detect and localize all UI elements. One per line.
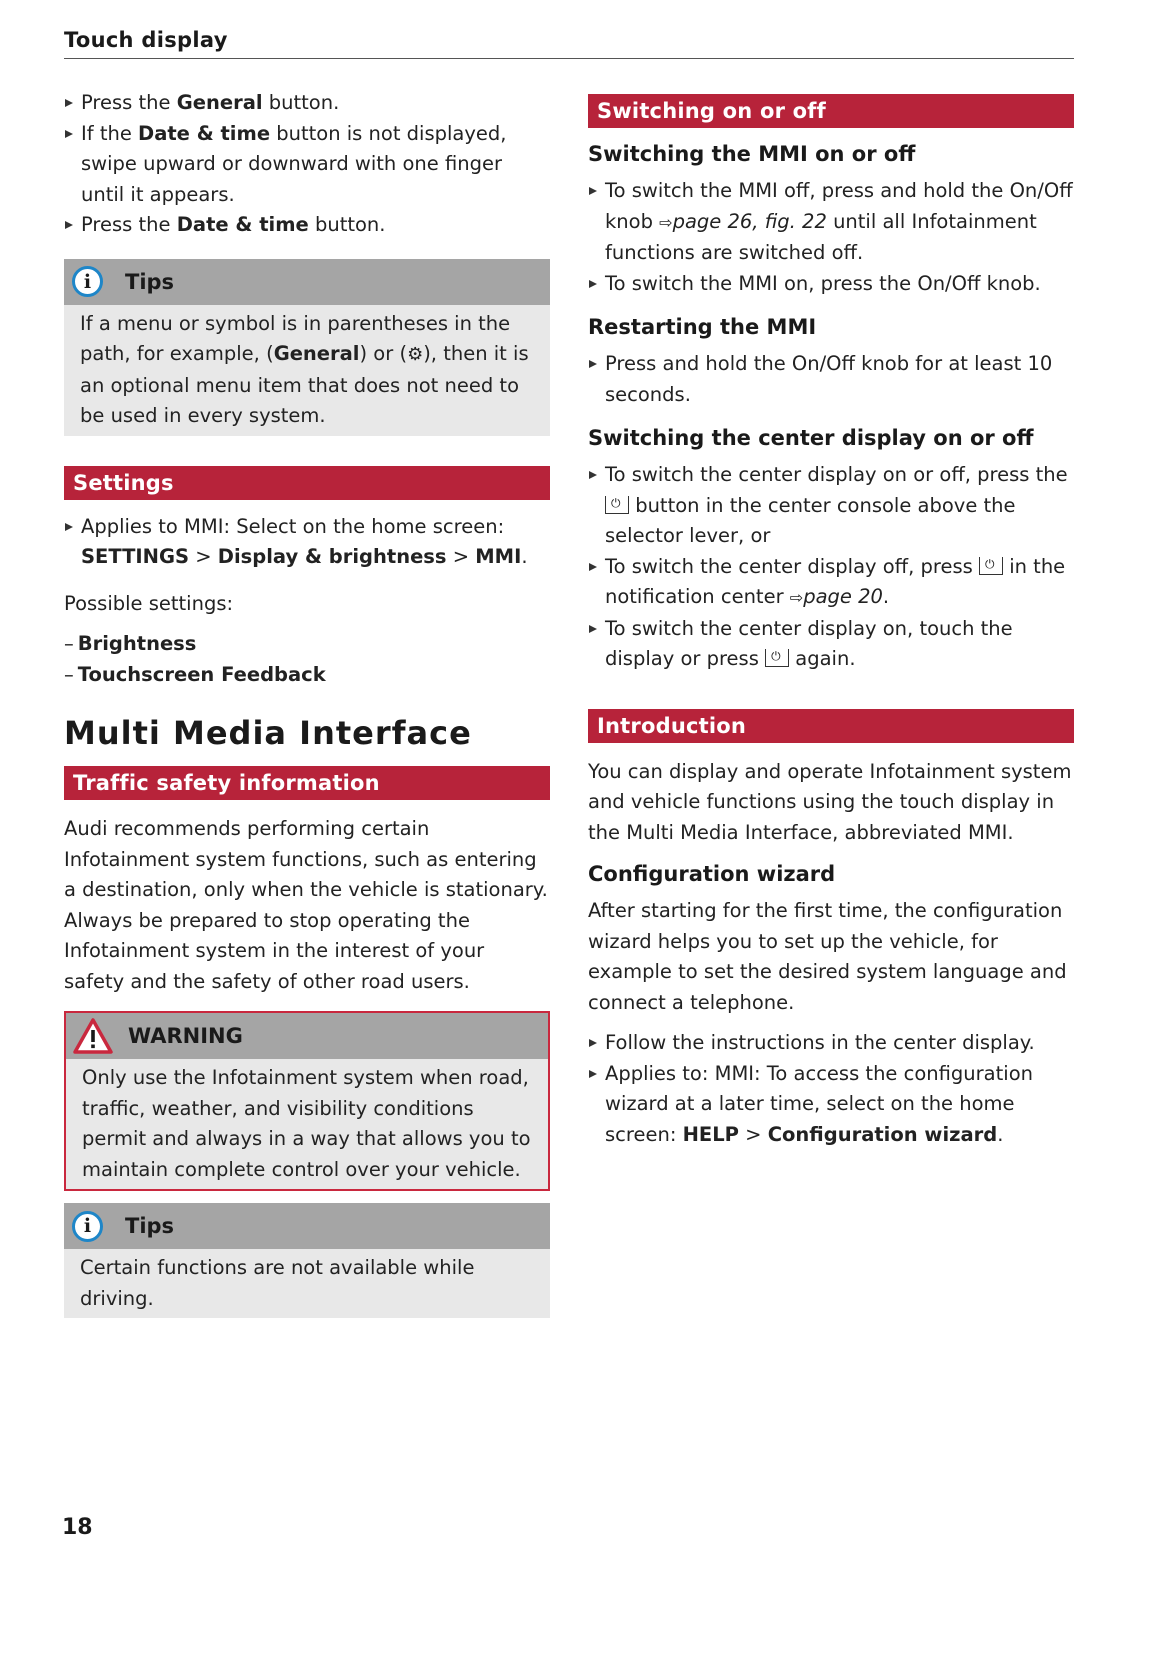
- tips-box: [64, 259, 550, 436]
- settings-list: [64, 629, 550, 690]
- wizard-steps: [588, 1028, 1074, 1150]
- list-item: To switch the center display on, touch the display or press ⏻ again.: [588, 614, 1074, 675]
- info-icon: i: [72, 1211, 103, 1242]
- warning-body: [66, 1059, 548, 1189]
- list-item: – Brightness: [64, 632, 197, 655]
- tips-box: [64, 1203, 550, 1318]
- list-item: Press the General button.: [64, 88, 550, 119]
- tips-text: Certain functions are not available while driving.: [80, 1256, 475, 1310]
- power-button-icon: [765, 649, 789, 667]
- warning-header: [66, 1013, 548, 1059]
- warning-text: Only use the Infotainment system when road, traffic, weather, and visibility conditions permit and always in a way that allows you to maintain complete control over your vehicle.: [82, 1066, 531, 1181]
- list-item: Applies to: MMI: To access the configuration wizard at a later time, select on the home screen: HELP > Configuration wizard.: [588, 1059, 1074, 1151]
- tips-title: Tips: [125, 269, 175, 294]
- page-reference[interactable]: page 20: [803, 585, 883, 608]
- chapter-title: Multi Media Interface: [64, 714, 472, 752]
- traffic-safety-text: Audi recommends performing certain Infotainment system functions, such as entering a destination, only when the vehicle is stationary. Always be prepared to stop operating the Infotainment system in the interest of your safety and the safety of other road users.: [64, 817, 548, 993]
- page-header: [64, 28, 1074, 59]
- warning-icon: [72, 1017, 114, 1055]
- mmi-on-off-heading: Switching the MMI on or off: [588, 142, 916, 166]
- restart-steps: [588, 349, 1074, 410]
- intro-steps: [64, 88, 550, 241]
- tips-header: [64, 259, 550, 305]
- tips-header: [64, 1203, 550, 1249]
- warning-box: [64, 1011, 550, 1191]
- switching-heading: Switching on or off: [588, 94, 1074, 128]
- power-button-icon: [605, 496, 629, 514]
- tips-body: [64, 305, 550, 436]
- right-column: [588, 94, 1074, 1150]
- center-display-steps: [588, 460, 1074, 675]
- tips-body: [64, 1249, 550, 1318]
- list-item: To switch the center display on or off, press the ⏻ button in the center console above the selector lever, or: [588, 460, 1074, 552]
- power-button-icon: [979, 557, 1003, 575]
- settings-steps: [64, 512, 550, 573]
- wizard-heading: Configuration wizard: [588, 862, 836, 886]
- list-item: If the Date & time button is not displayed, swipe upward or downward with one finger until it appears.: [64, 119, 550, 211]
- info-icon: i: [72, 266, 103, 297]
- left-column: [64, 90, 550, 1318]
- settings-heading: Settings: [64, 466, 550, 500]
- list-item: To switch the MMI off, press and hold the On/Off knob ⇨page 26, fig. 22 until all Infotainment functions are switched off.: [588, 176, 1074, 269]
- introduction-heading: Introduction: [588, 709, 1074, 743]
- list-item: Follow the instructions in the center display.: [588, 1028, 1074, 1059]
- restart-heading: Restarting the MMI: [588, 315, 817, 339]
- traffic-safety-heading: Traffic safety information: [64, 766, 550, 800]
- warning-title: WARNING: [128, 1024, 243, 1048]
- mmi-on-off-steps: [588, 176, 1074, 299]
- list-item: Press and hold the On/Off knob for at least 10 seconds.: [588, 349, 1074, 410]
- wizard-text: After starting for the first time, the configuration wizard helps you to set up the vehicle, for example to set the desired system language and connect a telephone.: [588, 899, 1067, 1014]
- list-item: To switch the MMI on, press the On/Off knob.: [588, 269, 1074, 300]
- list-item: – Touchscreen Feedback: [64, 662, 326, 686]
- tips-title: Tips: [125, 1214, 175, 1238]
- header-title: Touch display: [64, 28, 228, 52]
- arrow-right-icon: ⇨: [659, 212, 673, 232]
- introduction-text: You can display and operate Infotainment system and vehicle functions using the touch display in the Multi Media Interface, abbreviated MMI.: [588, 759, 1072, 844]
- tips-text: If a menu or symbol is in parentheses in the path, for example, (General) or (⚙), then it is an optional menu item that does not need to be used in every system.: [80, 311, 529, 427]
- arrow-right-icon: ⇨: [789, 588, 804, 607]
- page-reference[interactable]: page 26, fig. 22: [672, 209, 827, 233]
- possible-settings-label: Possible settings:: [64, 591, 234, 615]
- list-item: To switch the center display off, press ⏻ in the notification center ⇨page 20.: [588, 552, 1074, 614]
- list-item: Press the Date & time button.: [64, 210, 550, 241]
- center-display-heading: Switching the center display on or off: [588, 426, 1034, 450]
- list-item: Applies to MMI: Select on the home screen: SETTINGS > Display & brightness > MMI.: [64, 512, 550, 573]
- page-number: 18: [62, 1515, 93, 1540]
- gear-icon: ⚙: [407, 344, 424, 365]
